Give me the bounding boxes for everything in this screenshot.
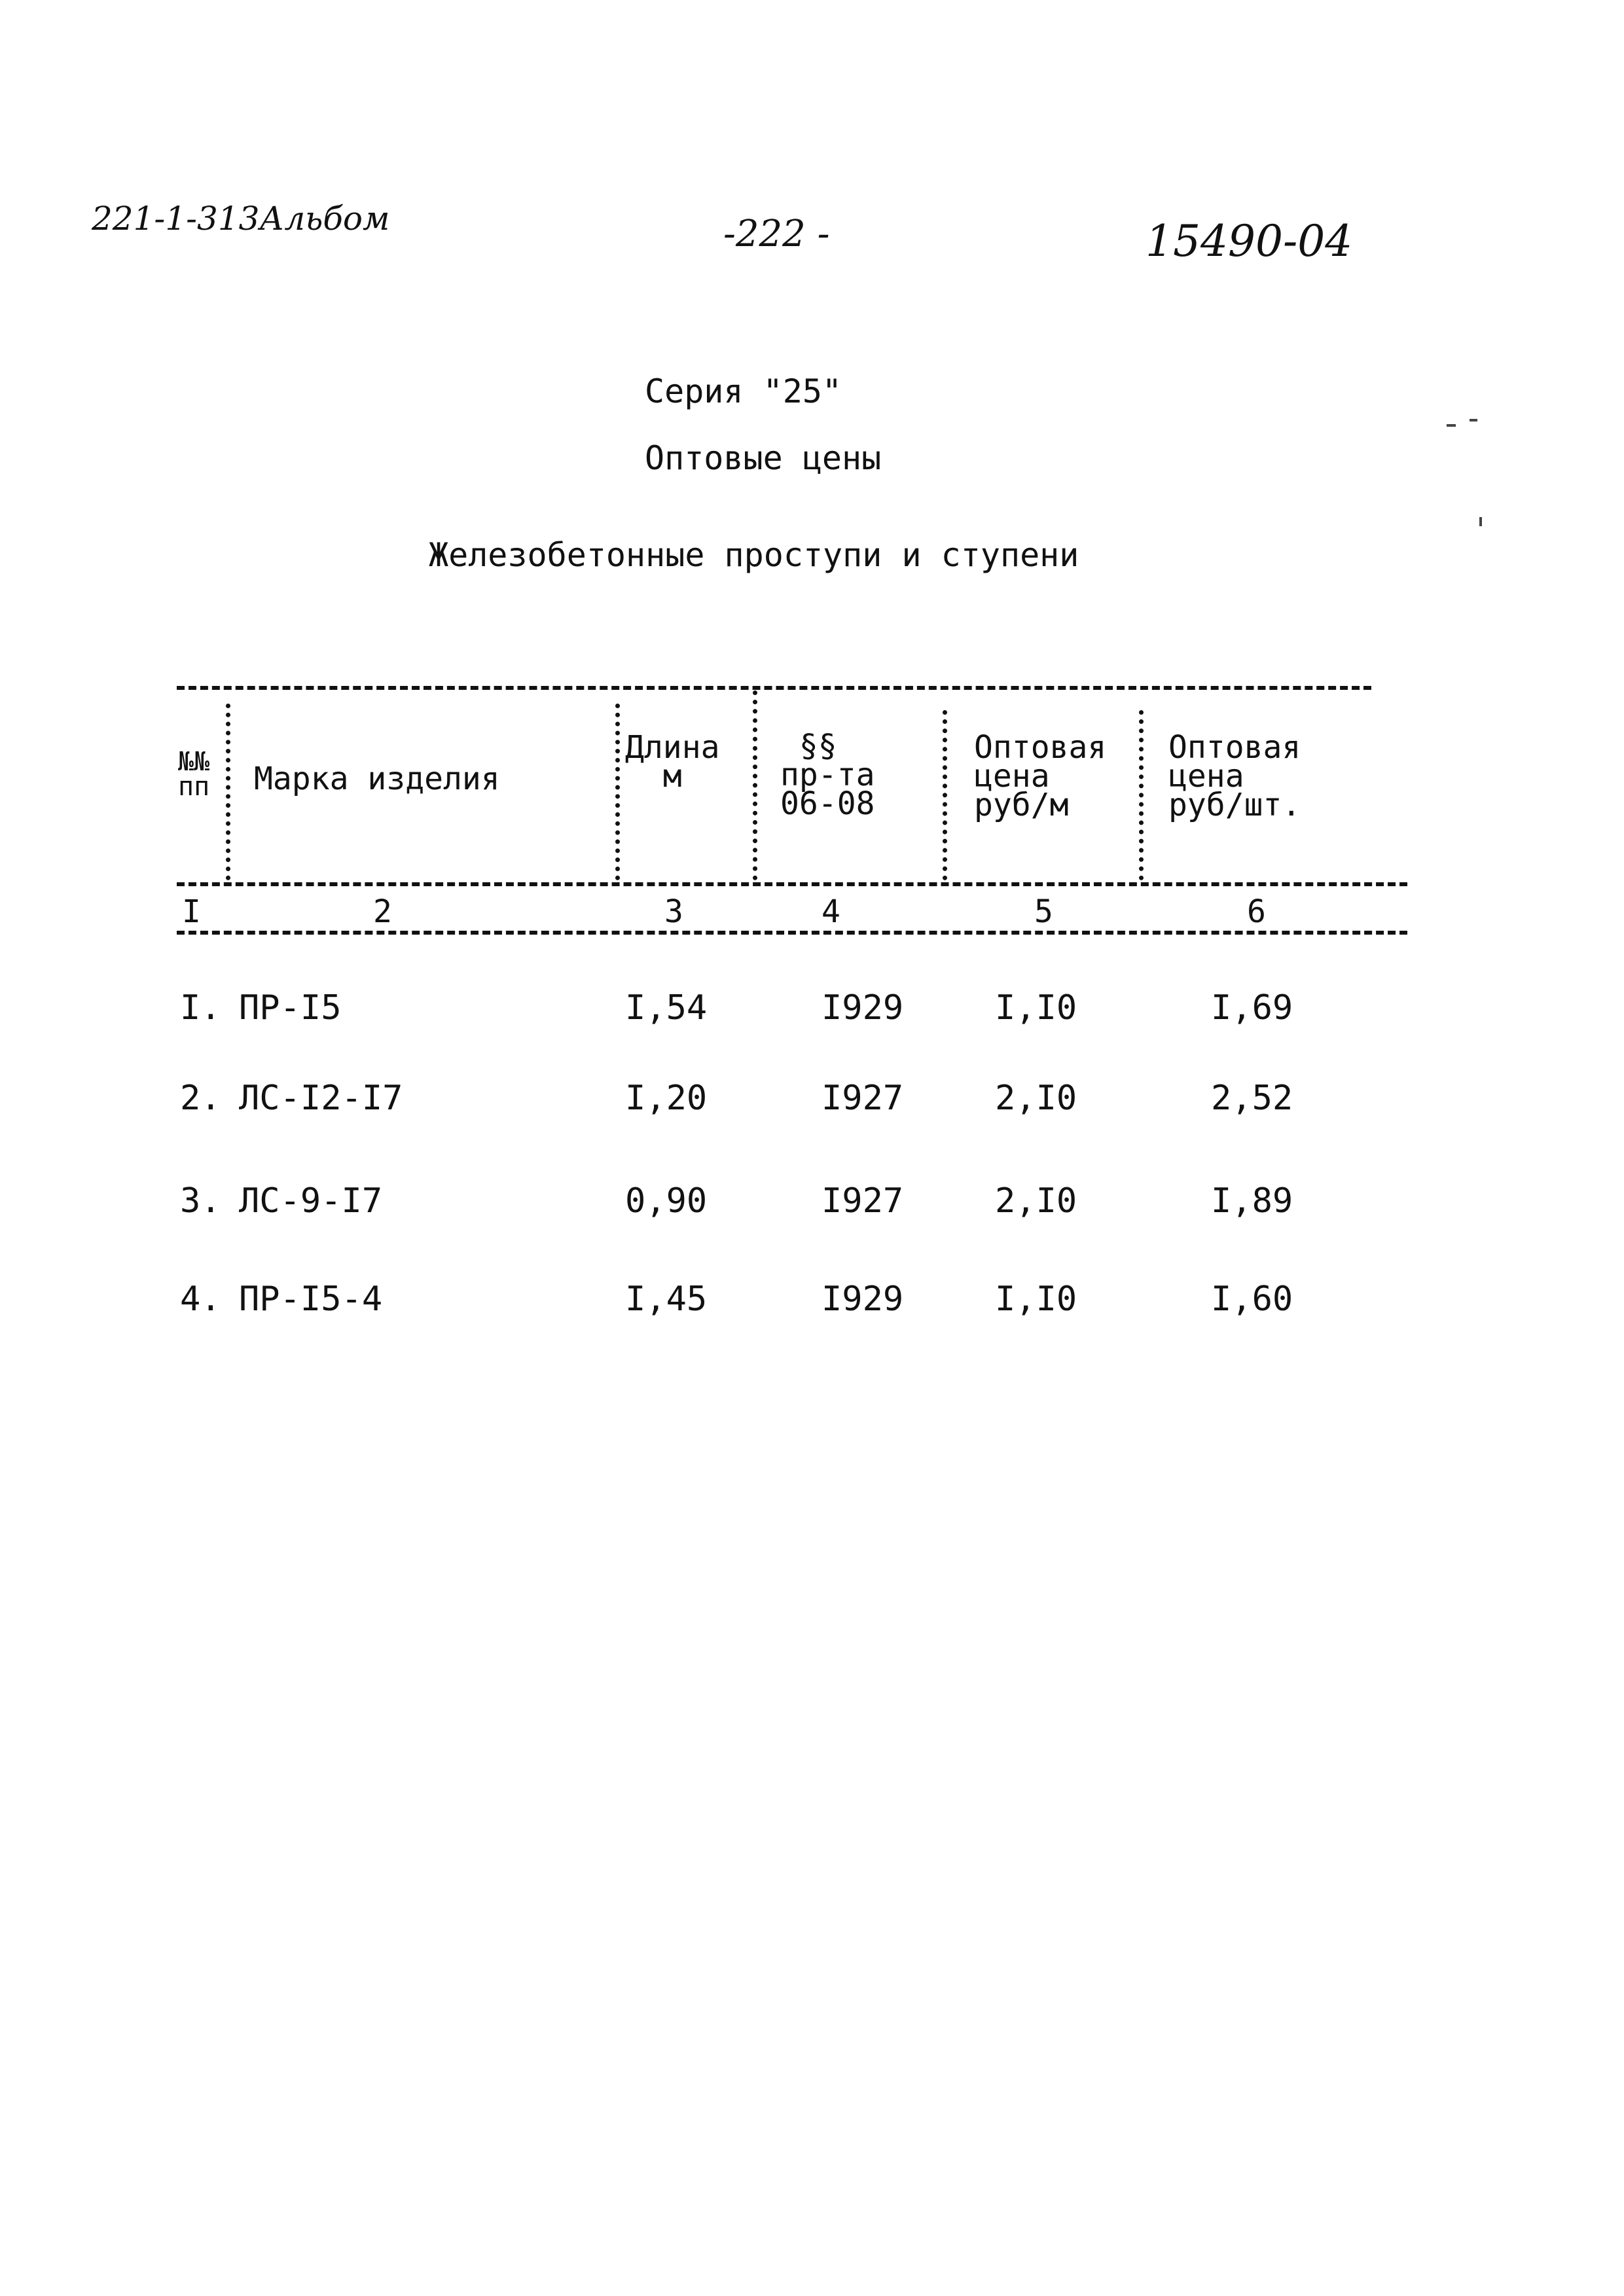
series-title: Серия "25" [645, 372, 842, 410]
header-ref: §§ пр-та 06-08 [780, 728, 875, 822]
row-number: 2. [180, 1079, 221, 1118]
row-number: I. [180, 988, 221, 1028]
column-number: I [182, 893, 201, 930]
product-mark: ПР-I5 [239, 988, 342, 1028]
row-number: 4. [180, 1280, 221, 1319]
handwritten-doc-code: 221-1-313Альбом [92, 200, 390, 238]
column-number: 5 [1034, 893, 1053, 930]
prices-title: Оптовые цены [645, 439, 882, 477]
reference-value: I929 [821, 988, 904, 1028]
column-number: 2 [373, 893, 392, 930]
length-value: 0,90 [625, 1181, 708, 1221]
length-value: I,45 [625, 1280, 708, 1319]
price-per-piece-value: I,69 [1211, 988, 1293, 1028]
header-mark: Марка изделия [254, 761, 500, 797]
column-divider [943, 710, 947, 880]
section-title: Железобетонные проступи и ступени [429, 536, 1079, 574]
price-per-m-value: 2,I0 [995, 1079, 1077, 1118]
column-divider [226, 704, 230, 880]
price-per-piece-value: I,60 [1211, 1280, 1293, 1319]
column-divider [753, 691, 757, 880]
column-divider [1139, 710, 1144, 880]
header-price-per-piece: Оптовая цена руб/шт. [1168, 729, 1301, 823]
reference-value: I929 [821, 1280, 904, 1319]
length-value: I,20 [625, 1079, 708, 1118]
header-length: Длина м [625, 729, 720, 795]
reference-value: I927 [821, 1079, 904, 1118]
column-number: 4 [821, 893, 840, 930]
table-top-rule [177, 686, 1371, 690]
table-header-rule [177, 882, 1407, 886]
price-per-piece-value: I,89 [1211, 1181, 1293, 1221]
price-per-m-value: I,I0 [995, 988, 1077, 1028]
scan-speck [1447, 424, 1456, 427]
header-no: №№ пп [178, 747, 210, 802]
column-divider [615, 704, 620, 880]
table-colnum-rule [177, 931, 1407, 935]
handwritten-page-number: -222 - [723, 213, 830, 255]
length-value: I,54 [625, 988, 708, 1028]
column-number: 6 [1247, 893, 1266, 930]
product-mark: ПР-I5-4 [239, 1280, 383, 1319]
header-price-per-m: Оптовая цена руб/м [974, 729, 1107, 823]
column-number: 3 [664, 893, 683, 930]
reference-value: I927 [821, 1181, 904, 1221]
price-per-m-value: I,I0 [995, 1280, 1077, 1319]
price-per-m-value: 2,I0 [995, 1181, 1077, 1221]
product-mark: ЛС-9-I7 [239, 1181, 383, 1221]
product-mark: ЛС-I2-I7 [239, 1079, 403, 1118]
scan-speck [1470, 419, 1477, 422]
row-number: 3. [180, 1181, 221, 1221]
handwritten-album-number: 15490-04 [1146, 216, 1353, 266]
price-per-piece-value: 2,52 [1211, 1079, 1293, 1118]
scan-speck [1479, 517, 1482, 526]
